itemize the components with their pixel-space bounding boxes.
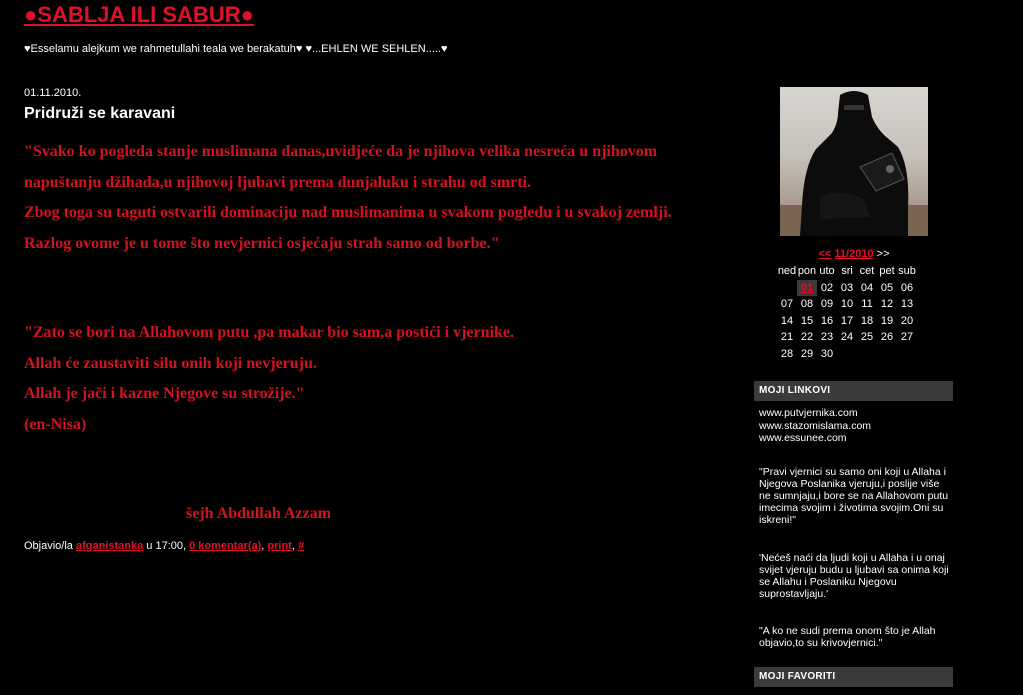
calendar-day: 15	[800, 314, 814, 327]
weekday-label: cet	[859, 265, 875, 278]
print-link[interactable]: print	[267, 540, 292, 552]
weekday-label: pet	[879, 265, 895, 278]
permalink-link[interactable]: #	[297, 540, 305, 552]
weekday-label: uto	[819, 265, 835, 278]
quote-2: 'Nećeš naći da ljudi koji u Allaha i u onaj svijet vjeruju budu u ljubavi sa onima koji se Allahu i Poslaniku Njegovu suprostavljaju.'	[759, 552, 949, 600]
calendar-day	[837, 346, 857, 363]
post-line: Razlog ovome je u tome što nevjernici osjećaju strah samo od borbe."	[24, 234, 500, 252]
weekday-label: sri	[841, 265, 853, 278]
calendar-day: 05	[880, 281, 894, 294]
post-title: Pridruži se karavani	[24, 105, 176, 122]
calendar-day: 09	[820, 298, 834, 311]
calendar-next: >>	[876, 248, 890, 260]
site-tagline: ♥Esselamu alejkum we rahmetullahi teala we berakatuh♥ ♥...EHLEN WE SEHLEN.....♥	[24, 43, 448, 55]
calendar-day: 08	[800, 298, 814, 311]
quote-1: "Pravi vjernici su samo oni koji u Allaha i Njegova Poslanika vjeruju,i poslije više ne sumnjaju,i bore se na Allahovom putu imecima svojim i životima svojim.Oni su iskreni!"	[759, 466, 949, 526]
post-time: u 17:00,	[146, 540, 187, 552]
footer-prefix: Objavio/la	[24, 540, 73, 552]
calendar-day	[897, 346, 917, 363]
calendar-nav	[754, 248, 954, 260]
calendar-day: 28	[780, 347, 794, 360]
calendar-day: 12	[880, 298, 894, 311]
calendar-day[interactable]	[797, 280, 817, 297]
weekday-label: sub	[898, 265, 916, 278]
calendar-day: 18	[860, 314, 874, 327]
links-list	[759, 407, 871, 445]
post-line: "Svako ko pogleda stanje muslimana danas,uvidjeće da je njihova velika nesreća u njihovom	[24, 143, 658, 160]
post-line: Allah će zaustaviti silu onih koji nevjeruju.	[24, 354, 317, 372]
link-item[interactable]: www.essunee.com	[759, 432, 847, 444]
comments-link[interactable]: 0 komentar(a)	[189, 540, 262, 552]
calendar-day: 22	[800, 331, 814, 344]
calendar-day	[877, 346, 897, 363]
calendar-day: 04	[860, 281, 874, 294]
calendar-day: 07	[780, 298, 794, 311]
calendar-day: 20	[900, 314, 914, 327]
calendar-day: 19	[880, 314, 894, 327]
calendar-day: 21	[780, 331, 794, 344]
quote-3: "A ko ne sudi prema onom što je Allah objavio,to su krivovjernici."	[759, 625, 936, 649]
calendar-day	[777, 280, 797, 297]
calendar-day: 13	[900, 298, 914, 311]
post-line: Zbog toga su taguti ostvarili dominaciju nad muslimanima u svakom pogledu i u svakoj zemlji.	[24, 204, 672, 221]
calendar-day: 16	[820, 314, 834, 327]
post-footer: Objavio/la afganistanka u 17:00, 0 komentar(a), print, #	[24, 540, 305, 552]
calendar-day	[857, 346, 877, 363]
post-line: (en-Nisa)	[24, 415, 87, 433]
calendar-day: 30	[820, 347, 834, 360]
post-paragraph-2	[24, 318, 744, 440]
calendar-day: 03	[840, 281, 854, 294]
site-title[interactable]: ●SABLJA ILI SABUR●	[24, 2, 254, 27]
post-line: "Zato se bori na Allahovom putu ,pa makar bio sam,a postići i vjernike.	[24, 324, 514, 341]
link-item[interactable]: www.stazomislama.com	[759, 419, 872, 432]
calendar-day: 11	[861, 298, 873, 311]
weekday-label: pon	[797, 265, 817, 278]
calendar-day: 17	[840, 314, 854, 327]
calendar-day: 24	[840, 331, 854, 344]
calendar-day: 27	[900, 331, 914, 344]
calendar-day-link[interactable]: 01	[800, 281, 814, 294]
calendar-month-link[interactable]: 11/2010	[834, 248, 874, 260]
calendar-days	[777, 280, 917, 363]
calendar-day: 29	[800, 347, 814, 360]
calendar-day: 23	[820, 331, 834, 344]
post-line: Allah je jači i kazne Njegove su strožije."	[24, 385, 305, 402]
post-signature: šejh Abdullah Azzam	[186, 505, 331, 522]
weekday-label: ned	[777, 265, 797, 278]
calendar-day: 25	[860, 331, 874, 344]
calendar	[777, 263, 917, 362]
calendar-day: 02	[820, 281, 834, 294]
links-header: MOJI LINKOVI	[754, 381, 953, 401]
post-paragraph-1	[24, 137, 744, 259]
profile-photo	[780, 87, 928, 236]
calendar-day: 06	[900, 281, 914, 294]
author-link[interactable]: afganistanka	[75, 540, 144, 552]
post-line: napuštanju džihada,u njihovoj ljubavi prema dunjaluku i strahu od smrti.	[24, 173, 531, 191]
calendar-day: 10	[840, 298, 854, 311]
calendar-prev-link[interactable]: <<	[818, 248, 832, 260]
veiled-figure-image	[780, 87, 928, 236]
calendar-day: 26	[880, 331, 894, 344]
favorites-header: MOJI FAVORITI	[754, 667, 953, 687]
post-date: 01.11.2010.	[24, 87, 82, 99]
calendar-day: 14	[780, 314, 794, 327]
link-item[interactable]: www.putvjernika.com	[759, 407, 858, 419]
